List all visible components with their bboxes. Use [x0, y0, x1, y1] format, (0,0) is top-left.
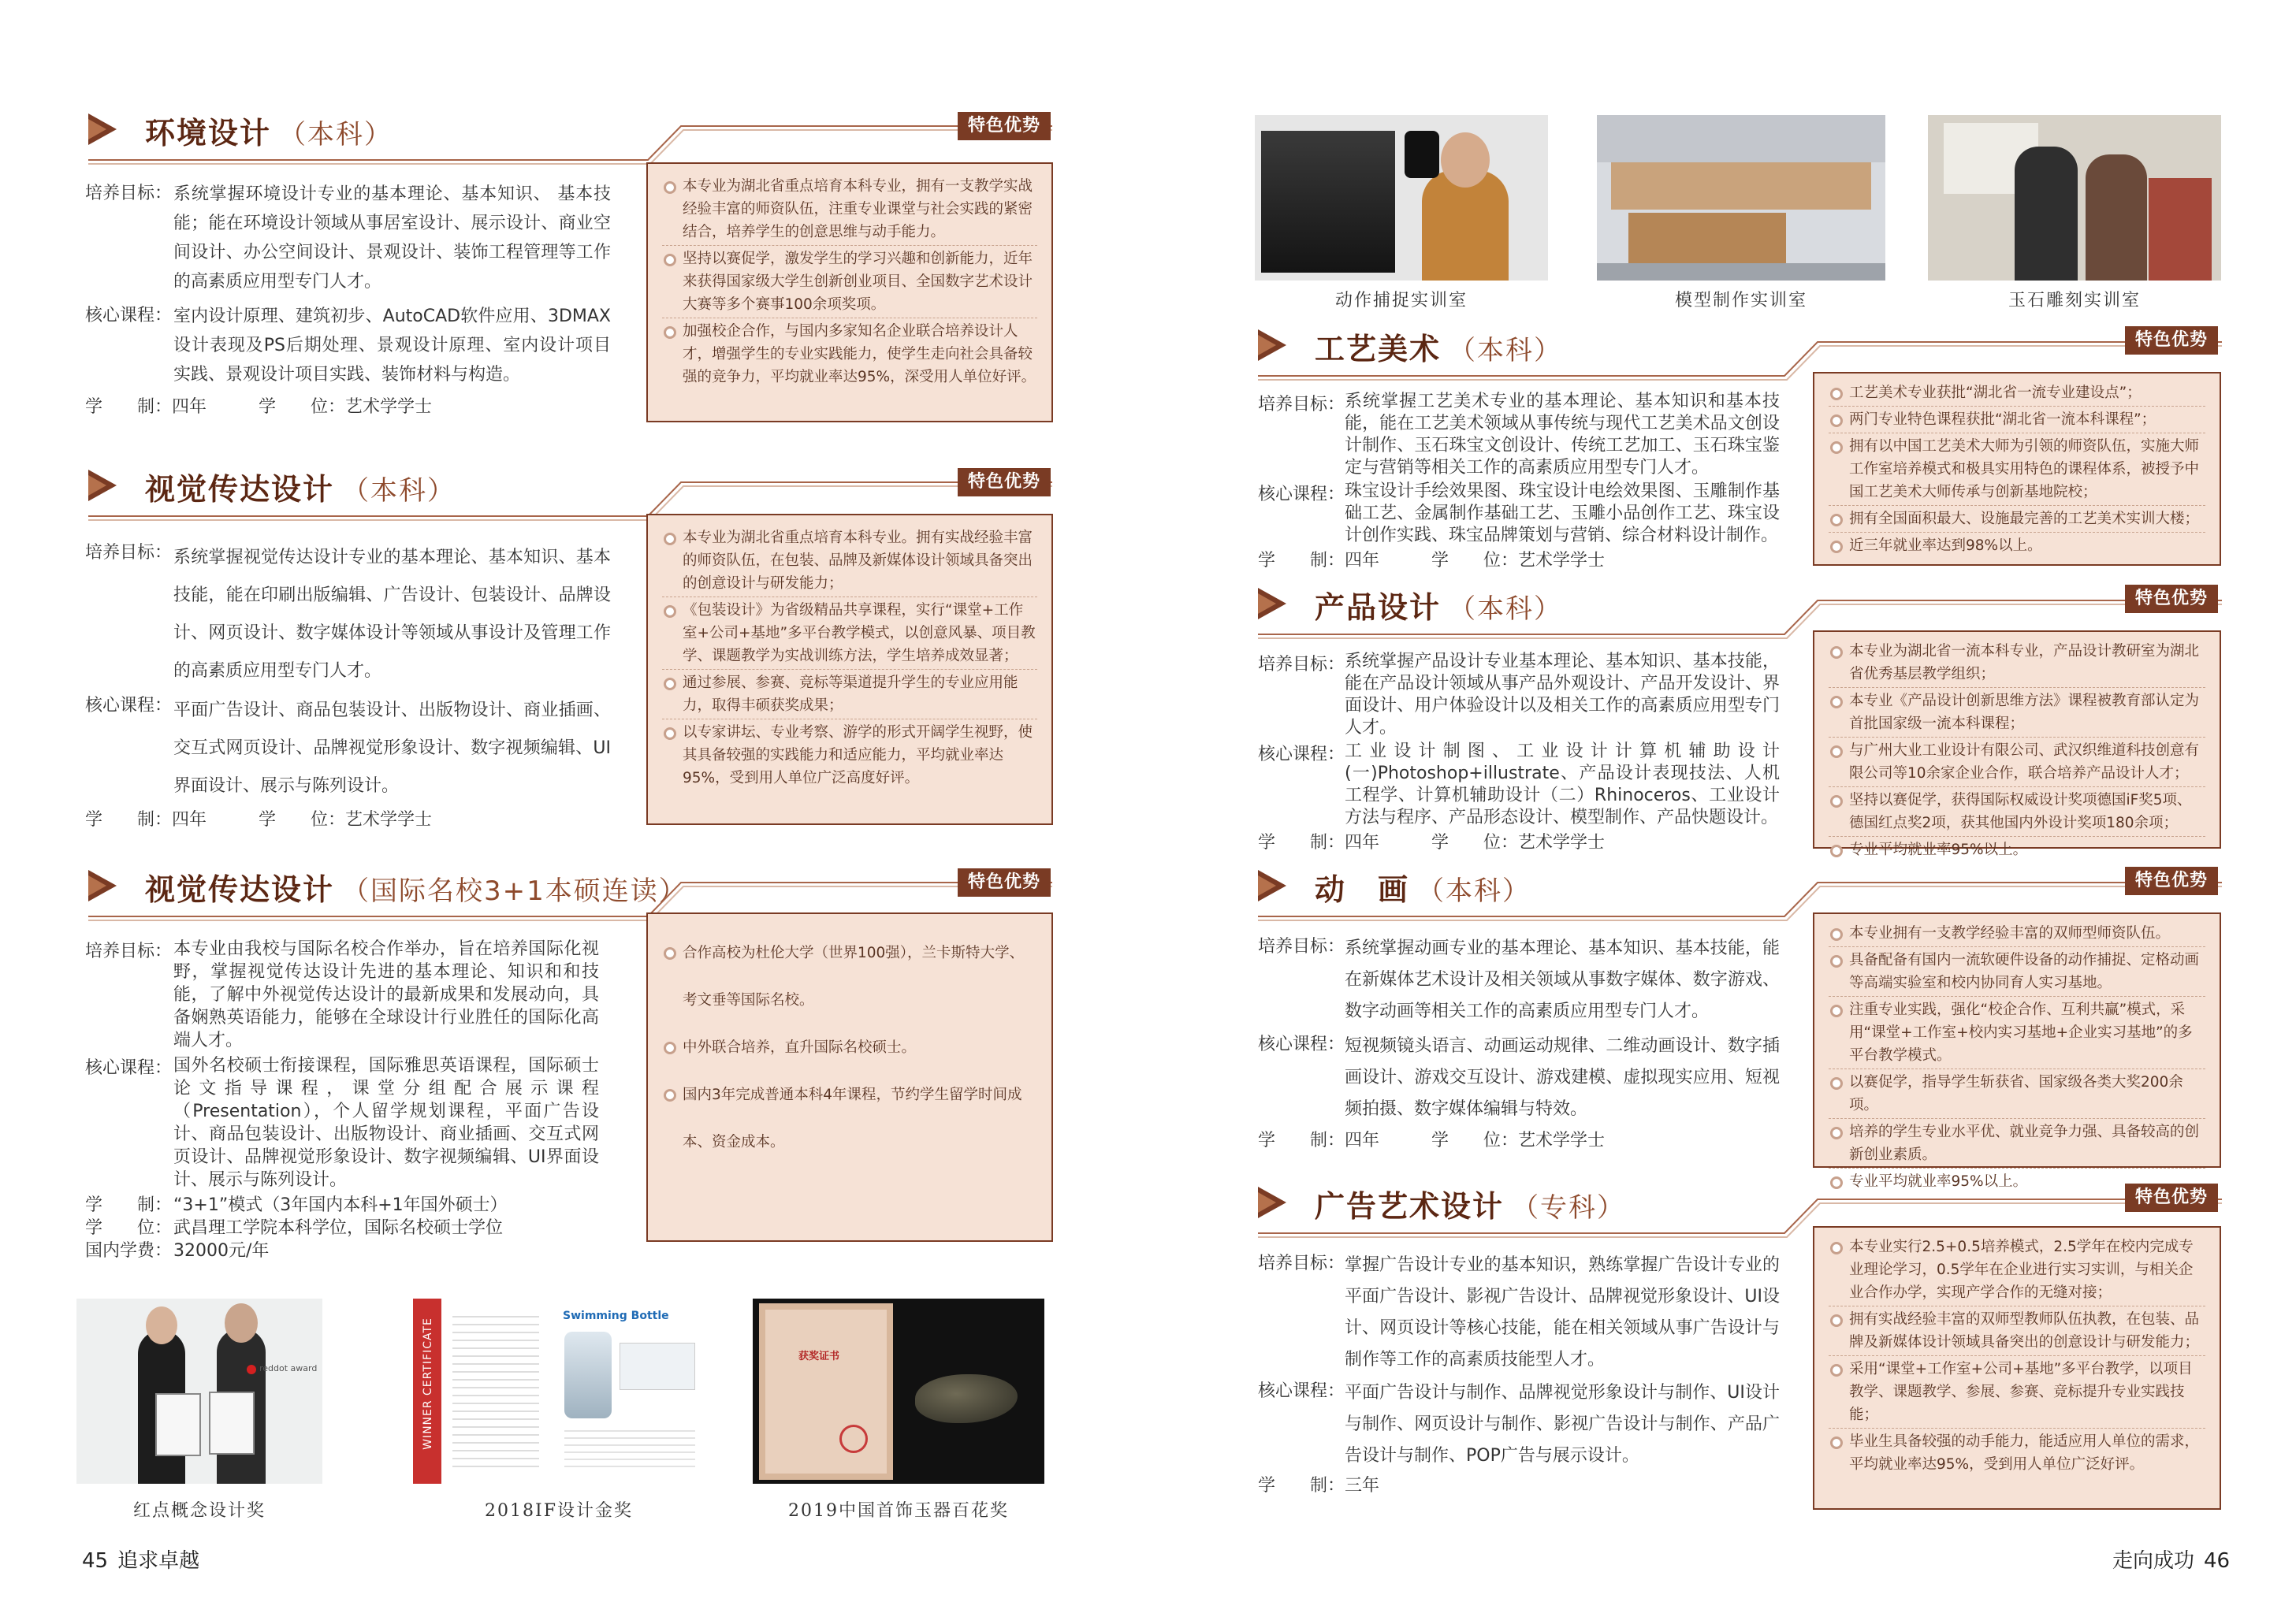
degree-label: 学 位： — [85, 1218, 173, 1238]
person-figure — [2086, 154, 2147, 281]
advantage-item: 加强校企合作，与国内多家知名企业联合培养设计人才，增强学生的专业实践能力，使学生走向社会具备较强的竞争力，平均就业率达95%，深受用人单位好评。 — [662, 320, 1037, 390]
system-label: 学 制： — [85, 1195, 173, 1215]
goal-label: 培养目标： — [1258, 937, 1345, 957]
person-head — [225, 1303, 258, 1343]
advantage-item: 《包装设计》为省级精品共享课程，实行“课堂+工作室+公司+基地”多平台教学模式，以创意风暴、项目教学、课题教学为实战训练方法，学生培养成效显著； — [662, 599, 1037, 670]
course-label: 核心课程： — [1258, 1035, 1345, 1054]
product-diagram — [620, 1343, 695, 1390]
goal-text: 系统掌握产品设计专业基本理论、基本知识、基本技能，能在产品设计领域从事产品外观设计、产品开发设计、界面设计、用户体验设计以及相关工作的高素质应用型专门人才。 — [1345, 652, 1780, 738]
advantage-item: 工艺美术专业获批“湖北省一流专业建设点”； — [1829, 381, 2205, 407]
goal-text: 系统掌握环境设计专业的基本理论、基本知识、 基本技能；能在环境设计领域从事居室设计、展示设计、商业空间设计、办公空间设计、景观设计、装饰工程管理等工作的高素质应用型专门人才。 — [173, 184, 611, 292]
machine-image — [2149, 178, 2212, 281]
section-title-animation: 动 画 （本科） — [1315, 872, 1531, 907]
system-text: 学 制：四年 学 位：艺术学学士 — [1258, 1131, 1606, 1150]
advantage-box — [1813, 1226, 2221, 1510]
advantage-item: 本专业为湖北省重点培育本科专业，拥有一支教学实战经验丰富的师资队伍，注重专业课堂与社会实践的紧密结合，培养学生的创意思维与动手能力。 — [662, 175, 1037, 246]
system-text: 学 制：四年 学 位：艺术学学士 — [1258, 551, 1606, 570]
photo-caption: 模型制作实训室 — [1674, 291, 1807, 310]
page-number-left: 45 追求卓越 — [82, 1549, 200, 1573]
course-label: 核心课程： — [1258, 745, 1345, 764]
advantage-item: 拥有实战经验丰富的双师型教师队伍执教，在包装、品牌及新媒体设计领域具备突出的创意设计与研发能力； — [1829, 1308, 2205, 1356]
section-title-product-design: 产品设计 （本科） — [1315, 590, 1563, 625]
course-text: 平面广告设计、商品包装设计、出版物设计、商业插画、交互式网页设计、品牌视觉形象设计、数字视频编辑、UI界面设计、展示与陈列设计。 — [173, 701, 611, 796]
product-title: Swimming Bottle — [563, 1310, 669, 1322]
if-award-photo — [413, 1299, 705, 1484]
goal-label: 培养目标： — [85, 184, 173, 203]
tuition-label: 国内学费： — [85, 1241, 173, 1261]
goal-label: 培养目标： — [1258, 1254, 1345, 1273]
feature-tag: 特色优势 — [2125, 1184, 2218, 1212]
advantage-item: 培养的学生专业水平优、就业竞争力强、具备较高的创新创业素质。 — [1829, 1121, 2205, 1169]
photo-caption: 红点概念设计奖 — [132, 1501, 266, 1521]
advantage-item: 专业平均就业率95%以上。 — [1829, 838, 2205, 863]
person-head — [1441, 132, 1490, 188]
advantage-item: 本专业拥有一支教学经验丰富的双师型师资队伍。 — [1829, 922, 2205, 947]
system-text: 学 制：四年 学 位：艺术学学士 — [85, 397, 433, 417]
jade-carving-photo — [1928, 115, 2221, 281]
photo-caption: 2018IF设计金奖 — [485, 1501, 633, 1521]
reddot-icon — [247, 1365, 256, 1374]
advantage-box — [646, 162, 1053, 422]
advantage-box — [646, 514, 1053, 825]
bottle-image — [564, 1332, 612, 1418]
system-text: 学 制：四年 学 位：艺术学学士 — [85, 810, 433, 830]
certificate-frame — [209, 1392, 255, 1455]
person-head — [146, 1306, 177, 1344]
advantage-item: 中外联合培养，直升国际名校硕士。 — [662, 1024, 1037, 1072]
advantage-item: 具备配备有国内一流软硬件设备的动作捕捉、定格动画等高端实验室和校内协同育人实习基地。 — [1829, 949, 2205, 997]
feature-tag: 特色优势 — [2125, 585, 2218, 613]
certificate-title: 获奖证书 — [798, 1351, 840, 1362]
vr-glove-image — [1405, 131, 1439, 178]
course-text: 国外名校硕士衔接课程，国际雅思英语课程，国际硕士论文指导课程，课堂分组配合展示课程（Presentation），个人留学规划课程，平面广告设计、商品包装设计、出版物设计、商业插画、交互式网页设计、品牌视觉形象设计、数字视频编辑、UI界面设计、展示与陈列设计。 — [173, 1056, 599, 1190]
certificate-seal-icon — [839, 1425, 868, 1453]
advantage-item: 以赛促学，指导学生斩获省、国家级各类大奖200余项。 — [1829, 1071, 2205, 1119]
photo-caption: 玉石雕刻实训室 — [2008, 291, 2141, 310]
jade-stone-image — [915, 1374, 1018, 1423]
advantage-item: 两门专业特色课程获批“湖北省一流本科课程”； — [1829, 408, 2205, 433]
certificate-frame — [155, 1393, 201, 1456]
reddot-logo: reddot award — [259, 1363, 318, 1373]
reddot-award-photo — [76, 1299, 322, 1484]
advantage-item: 坚持以赛促学，激发学生的学习兴趣和创新能力，近年来获得国家级大学生创新创业项目、全国数字艺术设计大赛等多个赛事100余项奖项。 — [662, 247, 1037, 318]
feature-tag: 特色优势 — [2125, 326, 2218, 355]
person-figure — [2015, 147, 2078, 281]
advantage-item: 以专家讲坛、专业考察、游学的形式开阔学生视野，使其具备较强的实践能力和适应能力，平均就业率达95%，受到用人单位广泛高度好评。 — [662, 721, 1037, 791]
advantage-box — [646, 912, 1053, 1242]
advantage-item: 专业平均就业率95%以上。 — [1829, 1170, 2205, 1195]
advantage-item: 合作高校为杜伦大学（世界100强），兰卡斯特大学、考文垂等国际名校。 — [662, 930, 1037, 1024]
model-workshop-photo — [1597, 115, 1885, 281]
advantage-box — [1813, 912, 2221, 1190]
goal-text: 掌握广告设计专业的基本知识，熟练掌握广告设计专业的平面广告设计、影视广告设计、品牌视觉形象设计、UI设计、网页设计等核心技能，能在相关领域从事广告设计与制作等工作的高素质技能型人才。 — [1345, 1255, 1780, 1370]
course-label: 核心课程： — [85, 306, 173, 325]
section-divider-line — [88, 118, 1066, 165]
advantage-box — [1813, 630, 2221, 858]
section-title-arts-crafts: 工艺美术 （本科） — [1315, 332, 1563, 366]
if-cert-vertical-text: WINNER CERTIFICATE — [422, 1318, 434, 1450]
tuition-text: 32000元/年 — [173, 1241, 270, 1261]
certificate-image — [759, 1303, 893, 1480]
goal-label: 培养目标： — [85, 543, 173, 563]
advantage-item: 采用“课堂+工作室+公司+基地”多平台教学，以项目教学、课题教学、参展、参赛、竞标提升专业实践技能； — [1829, 1358, 2205, 1429]
goal-label: 培养目标： — [1258, 655, 1345, 675]
advantage-item: 拥有以中国工艺美术大师为引领的师资队伍，实施大师工作室培养模式和极具实用特色的课程体系，被授予中国工艺美术大师传承与创新基地院校； — [1829, 435, 2205, 506]
advantage-item: 拥有全国面积最大、设施最完善的工艺美术实训大楼； — [1829, 507, 2205, 533]
goal-label: 培养目标： — [1258, 395, 1345, 414]
goal-text: 本专业由我校与国际名校合作举办，旨在培养国际化视野，掌握视觉传达设计先进的基本理论、知识和和技能，了解中外视觉传达设计的最新成果和发展动向，具备娴熟英语能力，能够在全球设计行业胜任的国际化高端人才。 — [173, 939, 599, 1050]
course-text: 工业设计制图、工业设计计算机辅助设计(一)Photoshop+illustrate、产品设计表现技法、人机工程学、计算机辅助设计（二）Rhinoceros、工业设计方法与程序、产品形态设计、模型制作、产品快题设计。 — [1345, 741, 1780, 827]
system-text: 学 制：四年 学 位：艺术学学士 — [1258, 833, 1606, 853]
degree-text: 武昌理工学院本科学位，国际名校硕士学位 — [173, 1218, 504, 1238]
feature-tag: 特色优势 — [958, 112, 1051, 140]
page-number-right: 走向成功 46 — [2112, 1549, 2231, 1573]
course-text: 室内设计原理、建筑初步、AutoCAD软件应用、3DMAX设计表现及PS后期处理、景观设计原理、室内设计项目实践、景观设计项目实践、装饰材料与构造。 — [173, 307, 611, 385]
goal-text: 系统掌握工艺美术专业的基本理论、基本知识和基本技能，能在工艺美术领域从事传统与现代工艺美术品文创设计制作、玉石珠宝文创设计、传统工艺加工、玉石珠宝鉴定与营销等相关工作的高素质应用型专门人才。 — [1345, 392, 1780, 478]
jade-award-photo — [753, 1299, 1044, 1484]
system-text: “3+1”模式（3年国内本科+1年国外硕士） — [173, 1195, 508, 1215]
camera-rig-image — [1261, 131, 1395, 273]
photo-caption: 动作捕捉实训室 — [1334, 291, 1468, 310]
goal-label: 培养目标： — [85, 942, 173, 961]
advantage-item: 与广州大业工业设计有限公司、武汉织维道科技创意有限公司等10余家企业合作，联合培养产品设计人才； — [1829, 739, 2205, 787]
course-text: 珠宝设计手绘效果图、珠宝设计电绘效果图、玉雕制作基础工艺、金属制作基础工艺、玉雕小品创作工艺、珠宝设计创作实践、珠宝品牌策划与营销、综合材料设计制作。 — [1345, 481, 1780, 545]
advantage-item: 本专业为湖北省重点培育本科专业。拥有实战经验丰富的师资队伍，在包装、品牌及新媒体设计领域具备突出的创意设计与研发能力； — [662, 526, 1037, 597]
course-label: 核心课程： — [1258, 485, 1345, 504]
wall-cabinet-image — [1611, 162, 1871, 210]
goal-text: 系统掌握视觉传达设计专业的基本理论、基本知识、基本技能，能在印刷出版编辑、广告设计、包装设计、品牌设计、网页设计、数字媒体设计等领域从事设计及管理工作的高素质应用型专门人才。 — [173, 548, 611, 681]
ceiling-image — [1597, 115, 1885, 162]
feature-tag: 特色优势 — [2125, 867, 2218, 895]
goal-text: 系统掌握动画专业的基本理论、基本知识、基本技能，能在新媒体艺术设计及相关领域从事数字媒体、数字游戏、数字动画等相关工作的高素质应用型专门人才。 — [1345, 938, 1780, 1021]
advantage-item: 坚持以赛促学，获得国际权威设计奖项德国iF奖5项、德国红点奖2项，获其他国内外设计奖项180余项； — [1829, 789, 2205, 837]
motion-capture-photo — [1255, 115, 1548, 281]
if-doc-lines — [452, 1310, 539, 1467]
advantage-item: 本专业《产品设计创新思维方法》课程被教育部认定为首批国家级一流本科课程； — [1829, 689, 2205, 738]
advantage-item: 注重专业实践，强化“校企合作、互利共赢”模式，采用“课堂+工作室+校内实习基地+企业实习基地”的多平台教学模式。 — [1829, 998, 2205, 1069]
photo-caption: 2019中国首饰玉器百花奖 — [788, 1501, 1009, 1521]
feature-tag: 特色优势 — [958, 868, 1051, 897]
feature-tag: 特色优势 — [958, 468, 1051, 496]
section-title-visual-design: 视觉传达设计 （本科） — [145, 472, 456, 507]
product-diagram — [564, 1425, 695, 1472]
course-text: 短视频镜头语言、动画运动规律、二维动画设计、数字插画设计、游戏交互设计、游戏建模、虚拟现实应用、短视频拍摄、数字媒体编辑与特效。 — [1345, 1036, 1780, 1119]
floor-image — [1597, 263, 1885, 281]
advantage-box — [1813, 372, 2221, 566]
section-title-env-design: 环境设计 （本科） — [145, 116, 393, 151]
advantage-item: 通过参展、参赛、竞标等渠道提升学生的专业应用能力，取得丰硕获奖成果； — [662, 671, 1037, 719]
advantage-item: 本专业为湖北省一流本科专业，产品设计教研室为湖北省优秀基层教学组织； — [1829, 640, 2205, 688]
workbench-image — [1628, 213, 1786, 263]
system-text: 学 制：三年 — [1258, 1476, 1380, 1496]
section-title-advertising: 广告艺术设计 （专科） — [1315, 1189, 1626, 1224]
advantage-item: 近三年就业率达到98%以上。 — [1829, 534, 2205, 559]
course-label: 核心课程： — [85, 1058, 173, 1078]
advantage-item: 毕业生具备较强的动手能力，能适应用人单位的需求，平均就业率达95%，受到用人单位广泛好评。 — [1829, 1430, 2205, 1477]
advantage-item: 国内3年完成普通本科4年课程，节约学生留学时间成本、资金成本。 — [662, 1072, 1037, 1166]
course-label: 核心课程： — [1258, 1381, 1345, 1401]
advantage-item: 本专业实行2.5+0.5培养模式，2.5学年在校内完成专业理论学习，0.5学年在企业进行实习实训，与相关企业合作办学，实现产学合作的无缝对接； — [1829, 1236, 2205, 1306]
course-label: 核心课程： — [85, 696, 173, 715]
course-text: 平面广告设计与制作、品牌视觉形象设计与制作、UI设计与制作、网页设计与制作、影视广告设计与制作、产品广告设计与制作、POP广告与展示设计。 — [1345, 1383, 1780, 1466]
section-title-intl-visual: 视觉传达设计 （国际名校3+1本硕连读） — [145, 872, 687, 907]
